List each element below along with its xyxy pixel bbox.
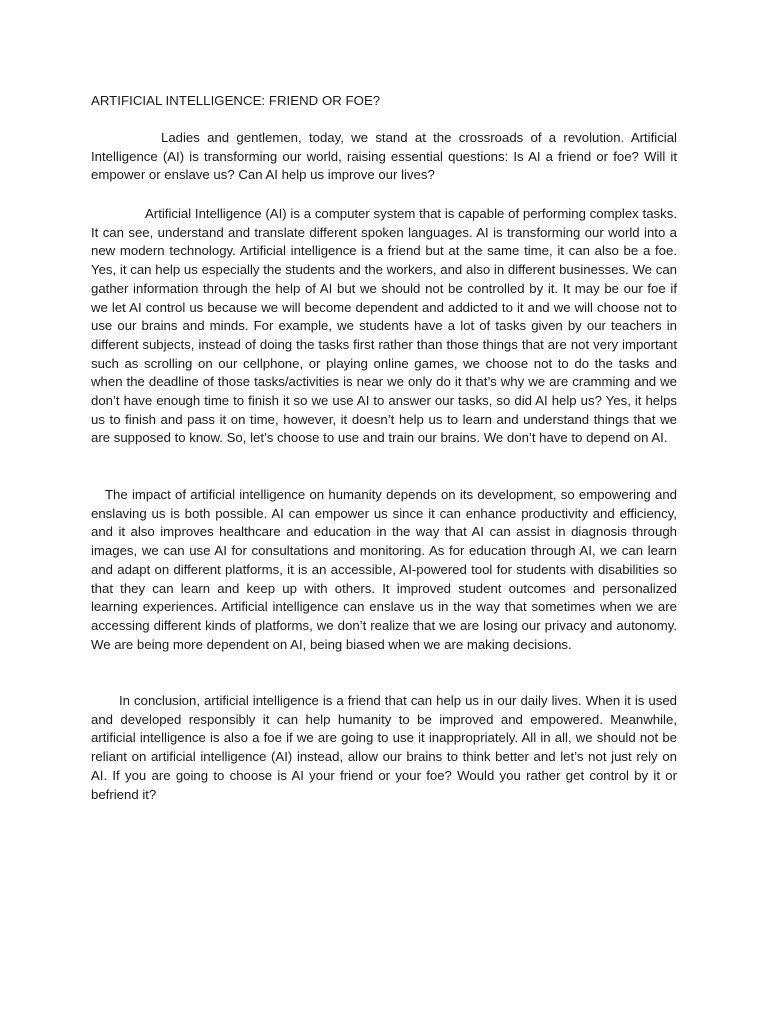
paragraph-impact: The impact of artificial intelligence on humanity depends on its development, so empowering and enslaving us is both possible. AI can empower us since it can enhance productivity and efficiency, and it also improves healthcare and education in the way that AI can assist in diagnosis through images, we can use AI for consultations and monitoring. As for education through AI, we can learn and adapt on different platforms, it is an accessible, AI-powered tool for students with disabilities so that they can learn and keep up with others. It improved student outcomes and personalized learning experiences. Artificial intelligence can enslave us in the way that sometimes when we are accessing different kinds of platforms, we don’t realize that we are losing our privacy and autonomy. We are being more dependent on AI, being biased when we are making decisions. (91, 487, 677, 652)
paragraph-introduction: Ladies and gentlemen, today, we stand at the crossroads of a revolution. Artificial Intelligence (AI) is transforming our world, raising essential questions: Is AI a friend or foe? Will it empower or enslave us? Can AI help us improve our lives? (91, 130, 677, 183)
document-title: ARTIFICIAL INTELLIGENCE: FRIEND OR FOE? (91, 93, 381, 108)
paragraph-definition: Artificial Intelligence (AI) is a computer system that is capable of performing complex tasks. It can see, understand and translate different spoken languages. AI is transforming our world into a new modern technology. Artificial intelligence is a friend but at the same time, it can also be a foe. Yes, it can help us especially the students and the workers, and also in different businesses. We can gather information through the help of AI but we should not be controlled by it. It may be our foe if we let AI control us because we will become dependent and addicted to it and we will choose not to use our brains and minds. For example, we students have a lot of tasks given by our teachers in different subjects, instead of doing the tasks first rather than those things that are not very important such as scrolling on our cellphone, or playing online games, we choose not to do the tasks and when the deadline of those tasks/activities is near we only do it that’s why we are cramming and we don’t have enough time to finish it so we use AI to answer our tasks, so did AI help us? Yes, it helps us to finish and pass it on time, however, it doesn’t help us to learn and understand things that we are supposed to know. So, let’s choose to use and train our brains. We don’t have to depend on AI. (91, 206, 677, 446)
paragraph-conclusion: In conclusion, artificial intelligence is a friend that can help us in our daily lives. When it is used and developed responsibly it can help humanity to be improved and empowered. Meanwhile, artificial intelligence is also a foe if we are going to use it inappropriately. All in all, we should not be reliant on artificial intelligence (AI) instead, allow our brains to think better and let’s not just rely on AI. If you are going to choose is AI your friend or your foe? Would you rather get control by it or befriend it? (91, 693, 677, 802)
